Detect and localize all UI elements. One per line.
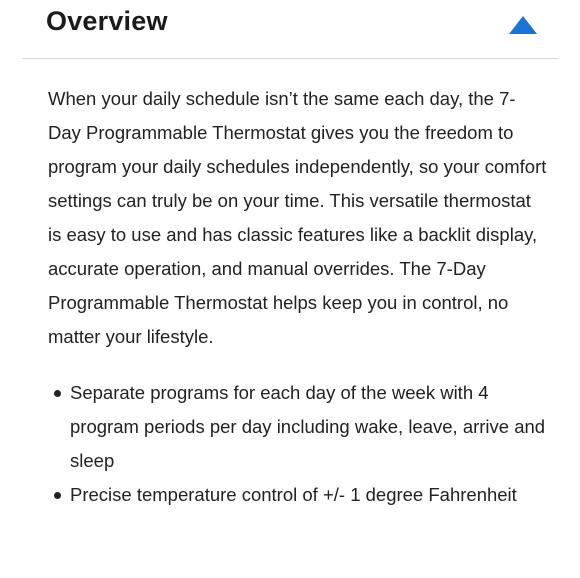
section-title: Overview [46,6,168,36]
feature-list [48,376,548,512]
product-description: When your daily schedule isn’t the same each day, the 7-Day Programmable Thermostat gives you the freedom to program your daily schedules independently, so your comfort settings can truly be on your time. This versatile thermostat is easy to use and has classic features like a backlit display, accurate operation, and manual overrides. The 7-Day Programmable Thermostat helps keep you in control, no matter your lifestyle. [48,88,547,347]
bullet-icon [54,390,61,397]
feature-item [48,376,548,478]
overview-accordion-header[interactable] [22,0,558,59]
chevron-up-icon[interactable] [508,14,538,36]
feature-item [48,478,548,512]
feature-text: Precise temperature control of +/- 1 degree Fahrenheit [70,484,517,505]
feature-text: Separate programs for each day of the week with 4 program periods per day including wake, leave, arrive and sleep [70,382,546,471]
chevron-up-shape [509,16,537,34]
bullet-icon [54,492,61,499]
overview-content [48,82,548,512]
